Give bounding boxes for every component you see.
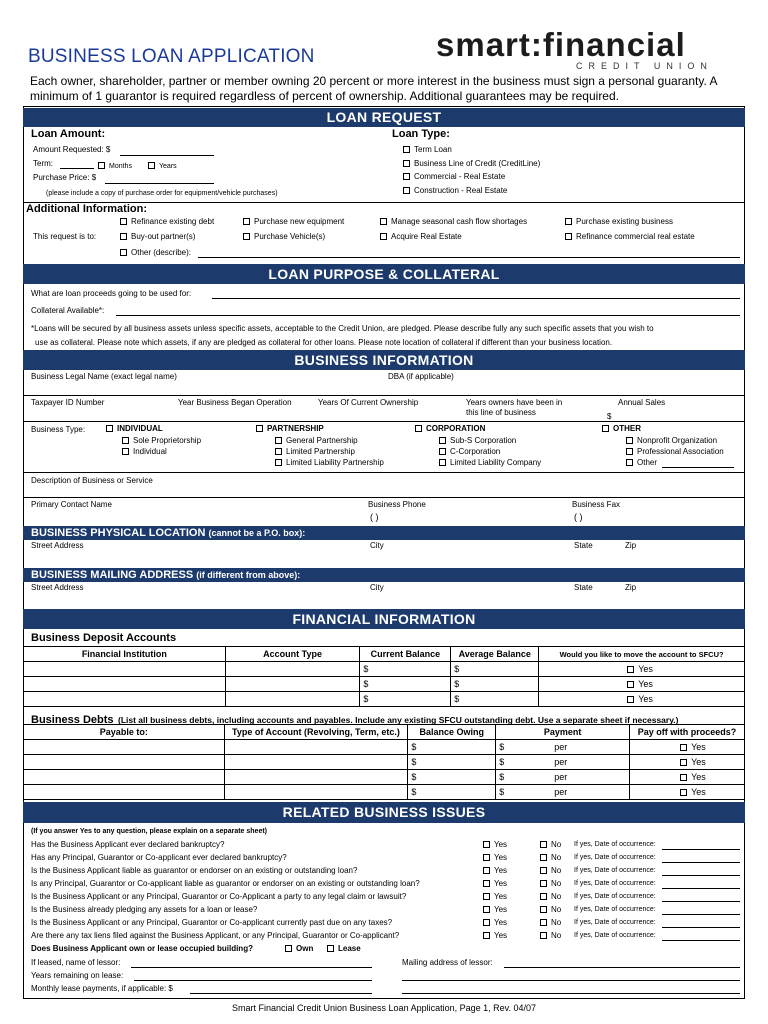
move-yes-cell[interactable]: Yes [539,662,745,677]
question-no[interactable]: No [540,892,561,901]
checkbox-icon[interactable] [483,854,490,861]
question-yes[interactable]: Yes [483,918,507,927]
question-yes[interactable]: Yes [483,840,507,849]
checkbox-icon[interactable] [439,437,446,444]
checkbox-icon[interactable] [602,425,609,432]
balance-owing-cell[interactable]: $ [408,770,496,785]
term-field[interactable] [60,168,94,169]
fax-area-code[interactable]: ( ) [574,512,583,522]
question-yes[interactable]: Yes [483,892,507,901]
date-of-occurrence-label: If yes, Date of occurrence: [574,919,656,926]
proceeds-label: What are loan proceeds going to be used for: [31,289,192,298]
type-professional-assoc[interactable]: Professional Association [626,447,724,456]
col-pay-off: Pay off with proceeds? [630,725,745,740]
table-header-row [24,725,745,740]
question-text: Is the Business Applicant or any Principal, Guarantor or Co-Applicant a party to any legal claim or lawsuit? [31,892,407,901]
checkbox-icon[interactable] [540,893,547,900]
checkbox-icon[interactable] [439,448,446,455]
type-other[interactable]: OTHER [602,424,641,433]
date-of-occurrence-label: If yes, Date of occurrence: [574,854,656,861]
lessor-name-field[interactable] [131,967,372,968]
checkbox-icon[interactable] [403,187,410,194]
date-of-occurrence-field[interactable] [662,927,740,928]
type-individual[interactable]: INDIVIDUAL [106,424,163,433]
payment-cell[interactable]: $ per [496,740,630,755]
date-of-occurrence-label: If yes, Date of occurrence: [574,867,656,874]
phone-area-code[interactable]: ( ) [370,512,379,522]
logo-subtitle: CREDIT UNION [576,61,713,71]
account-type-cell[interactable] [224,785,408,800]
date-of-occurrence-field[interactable] [662,849,740,850]
col-payment: Payment [496,725,630,740]
checkbox-icon[interactable] [627,666,634,673]
mailing-state-label[interactable]: State [574,583,593,592]
dba-label[interactable]: DBA (if applicable) [388,372,454,381]
payable-to-cell[interactable] [24,740,225,755]
payable-to-cell[interactable] [24,770,225,785]
question-text: Is the Business already pledging any assets for a loan or lease? [31,905,258,914]
option-refinance-debt[interactable]: Refinance existing debt [120,217,214,226]
date-of-occurrence-field[interactable] [662,875,740,876]
purchase-price-field[interactable] [105,183,214,184]
date-of-occurrence-field[interactable] [662,940,740,941]
additional-info-label: Additional Information: [26,203,147,215]
checkbox-icon[interactable] [627,681,634,688]
table-row [24,692,745,707]
checkbox-icon[interactable] [680,789,687,796]
physical-state-label[interactable]: State [574,541,593,550]
type-sole-proprietorship[interactable]: Sole Proprietorship [122,436,201,445]
checkbox-icon[interactable] [403,160,410,167]
payoff-yes-cell[interactable]: Yes [630,755,745,770]
term-label: Term: [33,159,53,168]
checkbox-icon[interactable] [565,233,572,240]
mailing-city-label[interactable]: City [370,583,384,592]
physical-zip-label[interactable]: Zip [625,541,637,550]
type-nonprofit[interactable]: Nonprofit Organization [626,436,717,445]
checkbox-icon[interactable] [275,459,282,466]
checkbox-icon[interactable] [483,880,490,887]
section-mailing-address: BUSINESS MAILING ADDRESS (if different from above): [23,568,745,582]
payoff-yes-cell[interactable]: Yes [630,740,745,755]
payment-cell[interactable]: $ per [496,770,630,785]
question-text: Is the Business Applicant or any Principal, Guarantor or Co-applicant currently past due on any taxes? [31,918,393,927]
amount-requested-label: Amount Requested: $ [33,145,111,154]
current-balance-cell[interactable]: $ [360,677,451,692]
business-debts-note: (List all business debts, including accounts and payables. Include any existing SFCU outstanding debt. Use a separate sheet if necessary.) [117,715,679,725]
business-debts-table [23,724,745,800]
table-row [24,770,745,785]
lessor-address-label: Mailing address of lessor: [402,958,493,967]
divider [23,395,745,396]
date-of-occurrence-label: If yes, Date of occurrence: [574,893,656,900]
option-real-estate[interactable]: Acquire Real Estate [380,232,462,241]
checkbox-icon[interactable] [483,867,490,874]
logo-wordmark: smart:financial [436,26,686,63]
checkbox-icon[interactable] [540,932,547,939]
question-text: Are there any tax liens filed against the Business Applicant, or any Principal, Guarantor or Co-applicant? [31,931,400,940]
date-of-occurrence-field[interactable] [662,862,740,863]
account-type-cell[interactable] [225,662,360,677]
deposit-accounts-table [23,646,745,707]
date-of-occurrence-label: If yes, Date of occurrence: [574,906,656,913]
option-refinance-commercial[interactable]: Refinance commercial real estate [565,232,695,241]
account-type-cell[interactable] [224,755,408,770]
checkbox-icon[interactable] [540,854,547,861]
years-line-label-2: this line of business [466,408,536,417]
checkbox-icon[interactable] [540,841,547,848]
business-fax-label[interactable]: Business Fax [572,500,621,509]
checkbox-icon[interactable] [540,906,547,913]
checkbox-icon[interactable] [680,759,687,766]
payoff-yes-cell[interactable]: Yes [630,770,745,785]
loan-type-construction[interactable]: Construction - Real Estate [403,186,507,195]
other-describe-field[interactable] [198,257,740,258]
years-option[interactable]: Years [148,162,177,170]
business-type-label: Business Type: [31,425,86,434]
years-remaining-field[interactable] [134,980,372,981]
checkbox-icon[interactable] [540,919,547,926]
table-row [24,755,745,770]
date-of-occurrence-field[interactable] [662,914,740,915]
type-corporation[interactable]: CORPORATION [415,424,485,433]
page-title: BUSINESS LOAN APPLICATION [28,46,315,67]
section-related-issues: RELATED BUSINESS ISSUES [23,802,745,823]
lease-option[interactable]: Lease [327,944,361,953]
option-other[interactable]: Other (describe): [120,248,191,257]
col-move-account: Would you like to move the account to SFCU? [539,647,745,662]
own-option[interactable]: Own [285,944,313,953]
checkbox-icon[interactable] [380,233,387,240]
months-option[interactable]: Months [98,162,132,170]
collateral-label: Collateral Available*: [31,306,105,315]
checkbox-icon[interactable] [415,425,422,432]
section-financial-info: FINANCIAL INFORMATION [23,609,745,629]
question-yes[interactable]: Yes [483,866,507,875]
credit-union-logo [436,26,726,76]
physical-city-label[interactable]: City [370,541,384,550]
col-average-balance: Average Balance [451,647,539,662]
question-no[interactable]: No [540,918,561,927]
loan-type-commercial[interactable]: Commercial - Real Estate [403,172,505,181]
proceeds-field[interactable] [212,298,740,299]
checkbox-icon[interactable] [148,162,155,169]
question-yes[interactable]: Yes [483,879,507,888]
collateral-field[interactable] [116,315,740,316]
checkbox-icon[interactable] [540,880,547,887]
type-general-partnership[interactable]: General Partnership [275,436,358,445]
description-label[interactable]: Description of Business or Service [31,476,153,485]
checkbox-icon[interactable] [483,906,490,913]
checkbox-icon[interactable] [120,233,127,240]
date-of-occurrence-label: If yes, Date of occurrence: [574,841,656,848]
option-new-equipment[interactable]: Purchase new equipment [243,217,344,226]
table-row [24,785,745,800]
col-account-type: Account Type [225,647,360,662]
question-yes[interactable]: Yes [483,931,507,940]
lessor-address-field-1[interactable] [504,967,740,968]
checkbox-icon[interactable] [483,932,490,939]
question-text: Is any Principal, Guarantor or Co-applicant liable as guarantor or endorser on an existing or outstanding loan? [31,879,420,888]
mailing-street-label[interactable]: Street Address [31,583,84,592]
lessor-address-field-2[interactable] [402,980,740,981]
date-of-occurrence-label: If yes, Date of occurrence: [574,880,656,887]
checkbox-icon[interactable] [275,448,282,455]
current-balance-cell[interactable]: $ [360,692,451,707]
loan-type-term[interactable]: Term Loan [403,145,452,154]
page-footer: Smart Financial Credit Union Business Loan Application, Page 1, Rev. 04/07 [231,1003,536,1013]
section-loan-request: LOAN REQUEST [23,108,745,127]
table-row [24,740,745,755]
checkbox-icon[interactable] [275,437,282,444]
intro-text: Each owner, shareholder, partner or member owning 20 percent or more interest in the business must sign a personal guaranty. A minimum of 1 guarantor is required regardless of percent of ownership. Additional guarantees may be required. [30,74,717,103]
checkbox-icon[interactable] [627,696,634,703]
balance-owing-cell[interactable]: $ [408,785,496,800]
col-type-of-account: Type of Account (Revolving, Term, etc.) [224,725,408,740]
move-yes-cell[interactable]: Yes [539,692,745,707]
purchase-note: (please include a copy of purchase order for equipment/vehicle purchases) [46,190,278,197]
loan-type-creditline[interactable]: Business Line of Credit (CreditLine) [403,159,540,168]
option-buyout-partner[interactable]: Buy-out partner(s) [120,232,195,241]
type-individual-opt[interactable]: Individual [122,447,167,456]
years-line-label-1[interactable]: Years owners have been in [466,398,563,407]
table-header-row [24,647,745,662]
lessor-name-label: If leased, name of lessor: [31,958,121,967]
account-type-cell[interactable] [224,770,408,785]
date-of-occurrence-field[interactable] [662,901,740,902]
type-llp[interactable]: Limited Liability Partnership [275,458,384,467]
option-existing-business[interactable]: Purchase existing business [565,217,673,226]
checkbox-icon[interactable] [120,218,127,225]
move-yes-cell[interactable]: Yes [539,677,745,692]
checkbox-icon[interactable] [483,919,490,926]
checkbox-icon[interactable] [403,173,410,180]
checkbox-icon[interactable] [243,233,250,240]
purchase-price-label: Purchase Price: $ [33,173,97,182]
average-balance-cell[interactable]: $ [451,662,539,677]
annual-sales-label[interactable]: Annual Sales [618,398,666,407]
business-debts-label: Business Debts [31,714,114,726]
physical-street-label[interactable]: Street Address [31,541,84,550]
checkbox-icon[interactable] [680,774,687,781]
collateral-note-2: use as collateral. Please note which assets, if any are pledged as collateral for other loans. Please note location of collateral if different than your business location. [35,338,613,347]
date-of-occurrence-field[interactable] [662,888,740,889]
monthly-payments-field[interactable] [190,993,372,994]
institution-cell[interactable] [24,692,226,707]
checkbox-icon[interactable] [680,744,687,751]
years-ownership-label[interactable]: Years Of Current Ownership [318,398,419,407]
checkbox-icon[interactable] [285,945,292,952]
amount-requested-field[interactable] [120,155,214,156]
col-balance-owing: Balance Owing [408,725,496,740]
type-partnership[interactable]: PARTNERSHIP [256,424,324,433]
payable-to-cell[interactable] [24,755,225,770]
checkbox-icon[interactable] [120,249,127,256]
balance-owing-cell[interactable]: $ [408,755,496,770]
legal-name-label[interactable]: Business Legal Name (exact legal name) [31,372,177,381]
question-yes[interactable]: Yes [483,853,507,862]
checkbox-icon[interactable] [626,459,633,466]
average-balance-cell[interactable]: $ [451,692,539,707]
checkbox-icon[interactable] [327,945,334,952]
loan-type-label: Loan Type: [392,128,450,140]
average-balance-cell[interactable]: $ [451,677,539,692]
primary-contact-label[interactable]: Primary Contact Name [31,500,112,509]
year-began-label[interactable]: Year Business Began Operation [178,398,292,407]
question-no[interactable]: No [540,853,561,862]
question-no[interactable]: No [540,840,561,849]
question-text: Has any Principal, Guarantor or Co-applicant ever declared bankruptcy? [31,853,287,862]
other-type-field[interactable] [662,467,734,468]
checkbox-icon[interactable] [256,425,263,432]
checkbox-icon[interactable] [483,841,490,848]
checkbox-icon[interactable] [483,893,490,900]
col-payable-to: Payable to: [24,725,225,740]
type-sub-s[interactable]: Sub-S Corporation [439,436,516,445]
annual-sales-dollar: $ [607,412,612,421]
payment-cell[interactable]: $ per [496,785,630,800]
divider [23,421,745,422]
business-phone-label[interactable]: Business Phone [368,500,426,509]
type-other-opt[interactable]: Other [626,458,657,467]
mailing-zip-label[interactable]: Zip [625,583,637,592]
institution-cell[interactable] [24,677,226,692]
table-row [24,677,745,692]
checkbox-icon[interactable] [439,459,446,466]
col-current-balance: Current Balance [360,647,451,662]
payable-to-cell[interactable] [24,785,225,800]
section-physical-location: BUSINESS PHYSICAL LOCATION (cannot be a P.O. box): [23,526,745,540]
question-yes[interactable]: Yes [483,905,507,914]
checkbox-icon[interactable] [540,867,547,874]
payoff-yes-cell[interactable]: Yes [630,785,745,800]
question-no[interactable]: No [540,879,561,888]
account-type-cell[interactable] [225,692,360,707]
divider [23,497,745,498]
years-remaining-label: Years remaining on lease: [31,971,124,980]
divider [23,472,745,473]
account-type-cell[interactable] [225,677,360,692]
collateral-note-1: *Loans will be secured by all business assets unless specific assets, acceptable to the Credit Union, are pledged. Please describe fully any such specific assets that you wish to [31,324,654,333]
checkbox-icon[interactable] [565,218,572,225]
checkbox-icon[interactable] [98,162,105,169]
monthly-payments-label: Monthly lease payments, if applicable: $ [31,984,173,993]
account-type-cell[interactable] [224,740,408,755]
checkbox-icon[interactable] [380,218,387,225]
deposit-accounts-label: Business Deposit Accounts [31,632,177,644]
col-financial-institution: Financial Institution [24,647,226,662]
current-balance-cell[interactable]: $ [360,662,451,677]
checkbox-icon[interactable] [626,437,633,444]
question-no[interactable]: No [540,931,561,940]
tax-id-label[interactable]: Taxpayer ID Number [31,398,105,407]
option-seasonal-cash[interactable]: Manage seasonal cash flow shortages [380,217,527,226]
checkbox-icon[interactable] [626,448,633,455]
own-lease-question: Does Business Applicant own or lease occupied building? [31,944,253,953]
section-loan-purpose: LOAN PURPOSE & COLLATERAL [23,264,745,284]
option-vehicle[interactable]: Purchase Vehicle(s) [243,232,325,241]
checkbox-icon[interactable] [122,448,129,455]
request-is-to-label: This request is to: [33,232,97,241]
loan-amount-label: Loan Amount: [31,128,106,140]
date-of-occurrence-label: If yes, Date of occurrence: [574,932,656,939]
institution-cell[interactable] [24,662,226,677]
type-c-corp[interactable]: C-Corporation [439,447,500,456]
balance-owing-cell[interactable]: $ [408,740,496,755]
question-text: Is the Business Applicant liable as guarantor or endorser on an existing or outstanding loan? [31,866,358,875]
table-row [24,662,745,677]
checkbox-icon[interactable] [122,437,129,444]
checkbox-icon[interactable] [106,425,113,432]
question-text: Has the Business Applicant ever declared bankruptcy? [31,840,225,849]
checkbox-icon[interactable] [243,218,250,225]
type-limited-partnership[interactable]: Limited Partnership [275,447,355,456]
section-business-info: BUSINESS INFORMATION [23,350,745,370]
checkbox-icon[interactable] [403,146,410,153]
type-llc[interactable]: Limited Liability Company [439,458,541,467]
question-no[interactable]: No [540,905,561,914]
question-no[interactable]: No [540,866,561,875]
lessor-address-field-3[interactable] [402,993,740,994]
payment-cell[interactable]: $ per [496,755,630,770]
related-note: (If you answer Yes to any question, please explain on a separate sheet) [31,828,268,835]
